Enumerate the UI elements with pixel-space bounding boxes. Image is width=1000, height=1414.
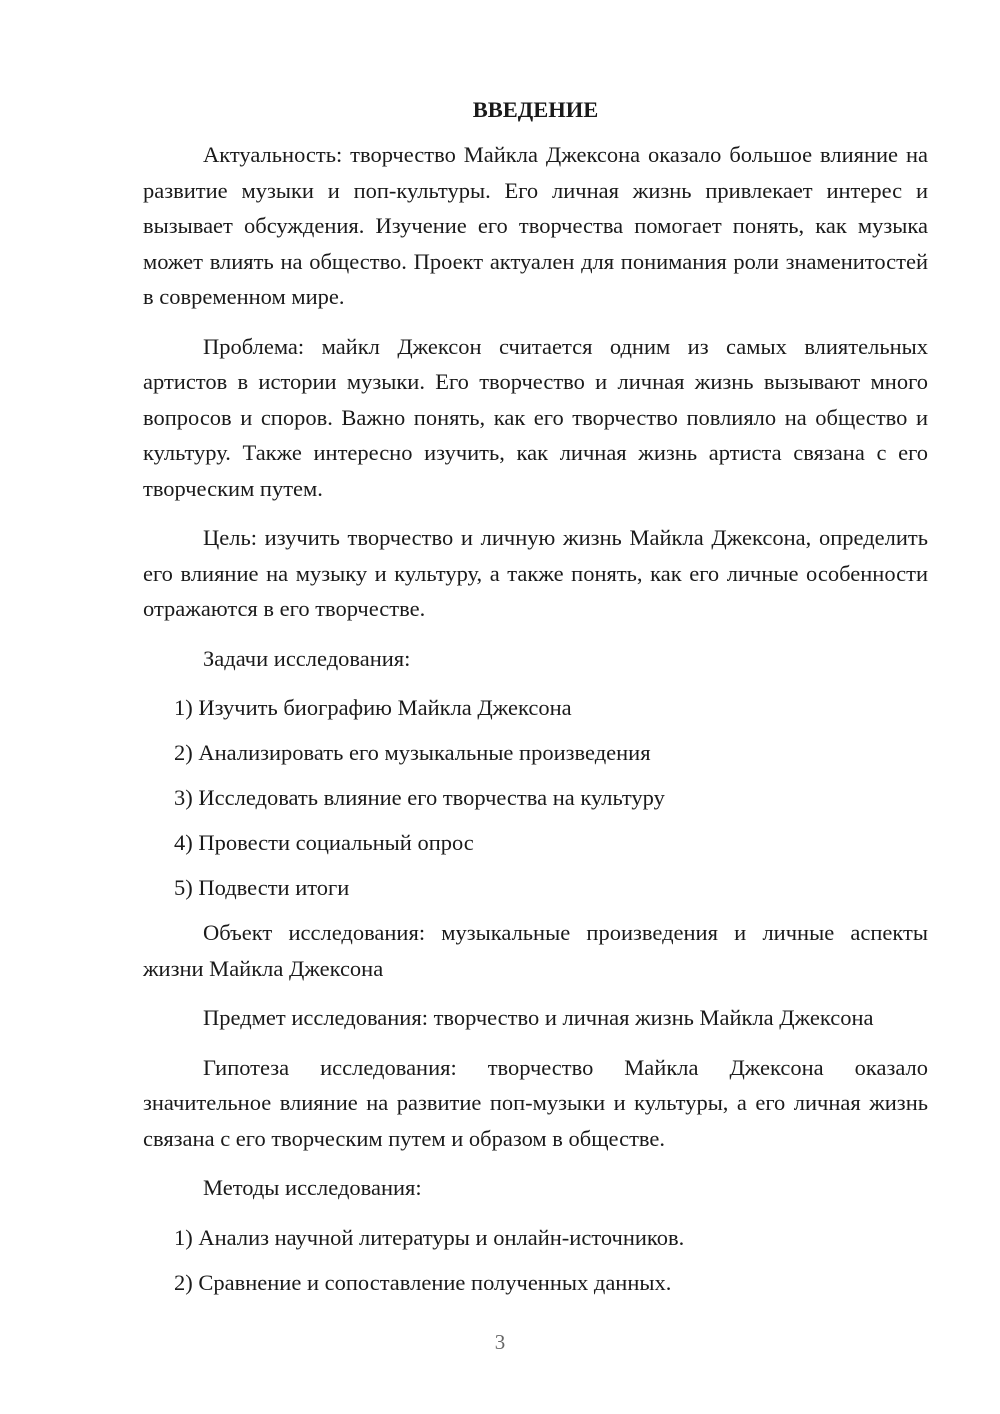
hypothesis-paragraph: Гипотеза исследования: творчество Майкла Джексона оказало значительное влияние на развитие поп-музыки и культуры, а его личная жизнь связана с его творческим путем и образом в обществе. xyxy=(143,1054,928,1151)
list-item: 1) Анализ научной литературы и онлайн-источников. xyxy=(174,1224,685,1250)
tasks-list xyxy=(143,690,928,906)
problem-paragraph: Проблема: майкл Джексон считается одним из самых влиятельных артистов в истории музыки. Его творчество и личная жизнь вызывают много вопросов и споров. Важно понять, как его творчество повлияло на общество и культуру. Также интересно изучить, как личная жизнь артиста связана с его творческим путем. xyxy=(143,333,928,501)
page-number: 3 xyxy=(494,1330,506,1354)
relevance-paragraph: Актуальность: творчество Майкла Джексона оказало большое влияние на развитие музыки и поп-культуры. Его личная жизнь привлекает интерес и вызывает обсуждения. Изучение его творчества помогает понять, как музыка может влиять на общество. Проект актуален для понимания роли знаменитостей в современном мире. xyxy=(143,142,928,309)
object-paragraph: Объект исследования: музыкальные произведения и личные аспекты жизни Майкла Джексона xyxy=(143,920,928,981)
document-page xyxy=(143,92,928,1310)
list-item: 3) Исследовать влияние его творчества на культуру xyxy=(174,785,665,810)
subject-paragraph: Предмет исследования: творчество и личная жизнь Майкла Джексона xyxy=(203,1005,874,1030)
list-item: 4) Провести социальный опрос xyxy=(174,830,474,855)
list-item: 1) Изучить биографию Майкла Джексона xyxy=(174,695,572,720)
methods-list xyxy=(143,1220,928,1301)
goal-paragraph: Цель: изучить творчество и личную жизнь Майкла Джексона, определить его влияние на музыку и культуру, а также понять, как его личные особенности отражаются в его творчестве. xyxy=(143,525,928,621)
list-item: 2) Анализировать его музыкальные произведения xyxy=(174,740,651,765)
section-title: ВВЕДЕНИЕ xyxy=(472,97,599,122)
list-item: 2) Сравнение и сопоставление полученных данных. xyxy=(174,1269,672,1295)
tasks-label: Задачи исследования: xyxy=(203,645,411,671)
methods-label: Методы исследования: xyxy=(203,1175,422,1200)
list-item: 5) Подвести итоги xyxy=(174,875,350,900)
